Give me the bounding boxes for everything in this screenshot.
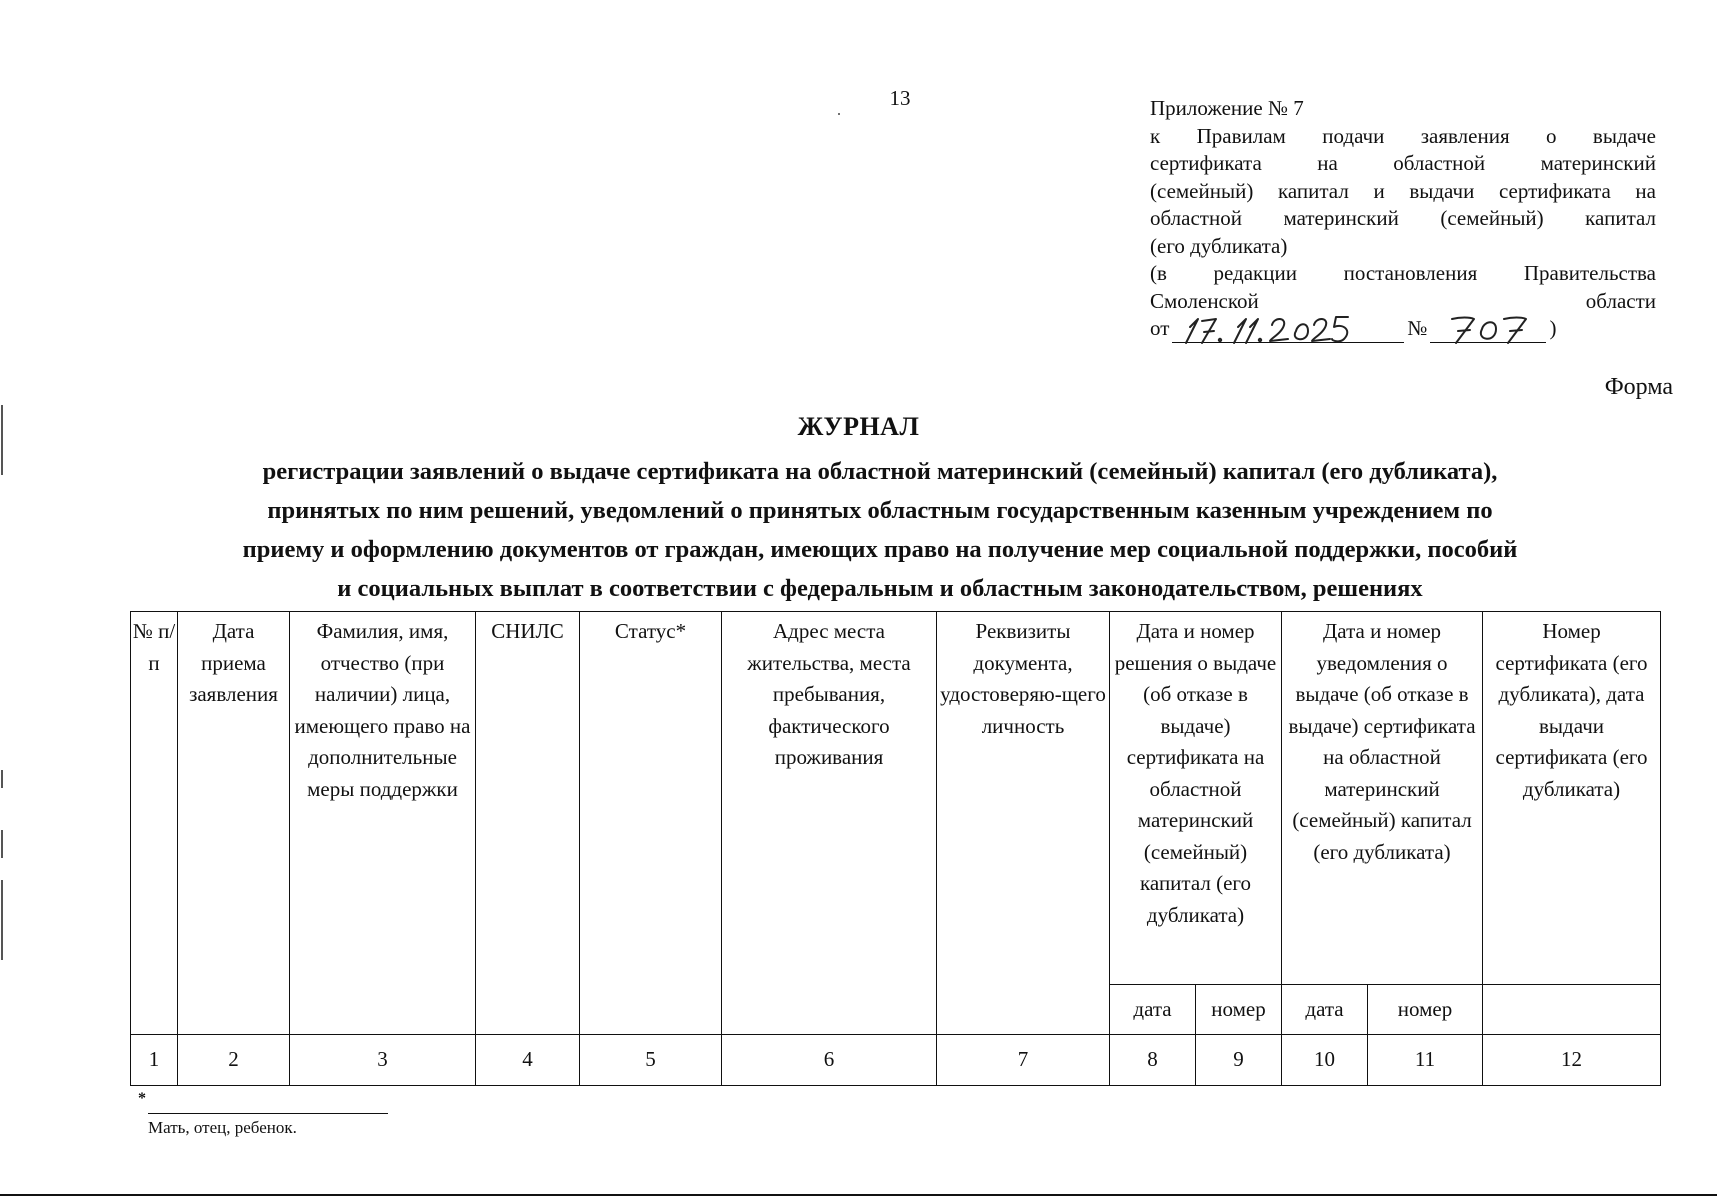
column-number-cell: 9 [1196,1035,1282,1086]
column-number-cell: 1 [131,1035,178,1086]
column-number-row [131,1035,1661,1086]
appendix-line: (его дубликата) [1150,233,1288,258]
column-number-cell: 4 [476,1035,580,1086]
journal-subtitle [120,452,1640,608]
form-label: Форма [1604,374,1673,400]
header-cell-decision: Дата и номер решения о выдаче (об отказе в выдаче) сертификата на областной материнский (семейный) капитал (его дубликата) [1110,612,1282,985]
scan-margin-mark [1,830,3,858]
column-number-cell: 5 [580,1035,722,1086]
appendix-line: областной материнский (семейный) капитал [1150,206,1656,230]
page-bottom-rule [0,1194,1717,1196]
column-number-cell: 12 [1483,1035,1661,1086]
from-label: от [1150,316,1170,340]
journal-title: ЖУРНАЛ [797,412,920,441]
column-number-cell: 8 [1110,1035,1196,1086]
footnote-text: Мать, отец, ребенок. [148,1118,297,1137]
journal-subtitle-line: приему и оформлению документов от граждан, имеющих право на получение мер социальной поддержки, пособий [242,536,1518,563]
footnote-marker: * [138,1090,146,1107]
column-number-cell: 7 [937,1035,1110,1086]
appendix-block [1150,95,1656,343]
column-number-cell: 2 [178,1035,290,1086]
header-cell-notification: Дата и номер уведомления о выдаче (об отказе в выдаче) сертификата на областной материнский (семейный) капитал (его дубликата) [1282,612,1483,985]
column-number-cell: 11 [1368,1035,1483,1086]
header-row [131,612,1661,985]
subheader-notification-date: дата [1282,985,1368,1035]
header-cell-snils: СНИЛС [476,612,580,1035]
scan-margin-mark [1,770,3,788]
column-number-cell: 10 [1282,1035,1368,1086]
appendix-title: Приложение № 7 [1150,96,1304,120]
handwritten-number-field [1430,320,1546,343]
header-cell-id-document: Реквизиты документа, удостоверяю-щего личность [937,612,1110,1035]
appendix-line: (в редакции постановления Правительства [1150,261,1656,285]
column-number-cell: 6 [722,1035,937,1086]
subheader-certificate-empty [1483,985,1661,1035]
handwritten-date-field [1172,320,1404,343]
header-cell-application-date: Дата приема заявления [178,612,290,1035]
signature-line [1150,315,1656,343]
subheader-decision-date: дата [1110,985,1196,1035]
subheader-notification-number: номер [1368,985,1483,1035]
number-label: № [1407,316,1428,340]
column-number-cell: 3 [290,1035,476,1086]
journal-subtitle-line: принятых по ним решений, уведомлений о принятых областным государственным казенным учреждением по [267,497,1493,524]
header-cell-status: Статус* [580,612,722,1035]
scan-speck [838,113,840,115]
subheader-decision-number: номер [1196,985,1282,1035]
footnote-separator [148,1113,388,1114]
header-cell-full-name: Фамилия, имя, отчество (при наличии) лица, имеющего право на дополнительные меры поддержки [290,612,476,1035]
journal-subtitle-line: и социальных выплат в соответствии с федеральным и областным законодательством, решениях [337,575,1423,602]
header-cell-address: Адрес места жительства, места пребывания, фактического проживания [722,612,937,1035]
journal-table [130,611,1661,1086]
appendix-line: Смоленской области [1150,288,1656,313]
closing-paren: ) [1549,316,1557,340]
scan-margin-mark [1,880,3,960]
appendix-line: к Правилам подачи заявления о выдаче [1150,123,1656,148]
handwritten-date [1172,305,1404,345]
page-number: 13 [889,86,911,110]
journal-subtitle-line: регистрации заявлений о выдаче сертификата на областной материнский (семейный) капитал (его дубликата), [262,458,1498,485]
header-cell-certificate: Номер сертификата (его дубликата), дата выдачи сертификата (его дубликата) [1483,612,1661,985]
handwritten-number [1430,305,1546,345]
header-cell-number: № п/п [131,612,178,1035]
appendix-line: (семейный) капитал и выдачи сертификата на [1150,178,1656,203]
appendix-line: сертификата на областной материнский [1150,151,1656,175]
